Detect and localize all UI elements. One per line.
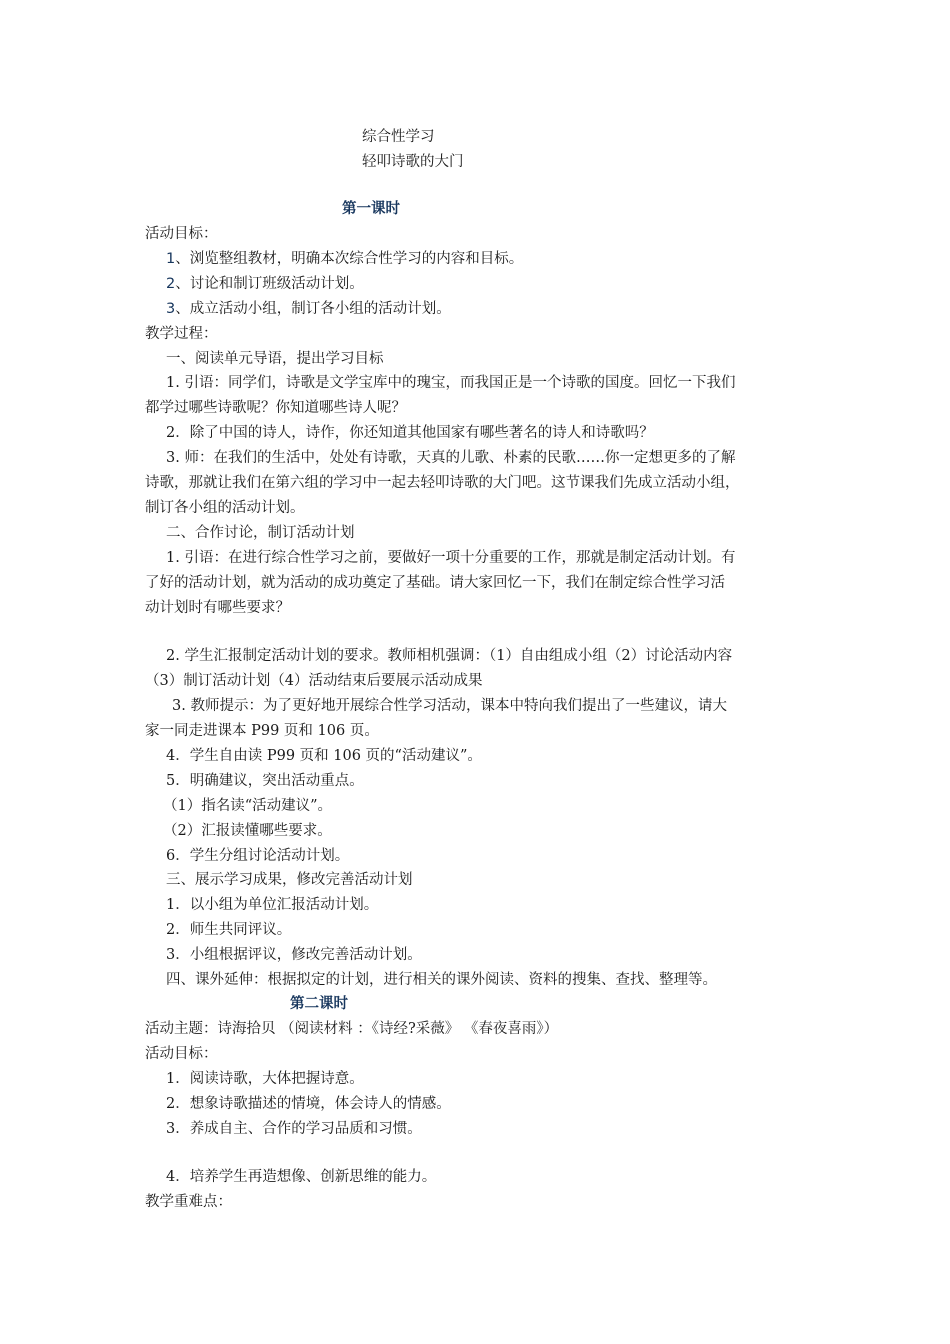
goal-item: 2、讨论和制订班级活动计划。 — [166, 276, 364, 292]
process-label: 教学过程： — [145, 326, 218, 342]
part-title: 二、合作讨论，制订活动计划 — [166, 525, 355, 541]
paragraph-line: 都学过哪些诗歌呢？你知道哪些诗人呢？ — [145, 400, 406, 416]
goal-item: 1、浏览整组教材，明确本次综合性学习的内容和目标。 — [166, 251, 524, 267]
paragraph-line: 诗歌，那就让我们在第六组的学习中一起去轻叩诗歌的大门吧。这节课我们先成立活动小组， — [145, 475, 740, 491]
paragraph-line: 家一同走进课本 P99 页和 106 页。 — [145, 723, 379, 739]
goals-label: 活动目标： — [145, 226, 218, 242]
goal-item: 4．培养学生再造想像、创新思维的能力。 — [166, 1169, 437, 1185]
goal-item: 3、成立活动小组，制订各小组的活动计划。 — [166, 301, 451, 317]
document-title: 综合性学习 — [362, 129, 435, 145]
paragraph-line: 3. 师：在我们的生活中，处处有诗歌，天真的儿歌、朴素的民歌……你一定想更多的了解 — [166, 450, 736, 466]
paragraph-line: （3）制订活动计划（4）活动结束后要展示活动成果 — [145, 673, 483, 689]
paragraph-line: 4．学生自由读 P99 页和 106 页的“活动建议”。 — [166, 748, 482, 764]
paragraph-line: 制订各小组的活动计划。 — [145, 500, 305, 516]
goal-item: 1．阅读诗歌，大体把握诗意。 — [166, 1071, 364, 1087]
section-heading-lesson2: 第二课时 — [290, 995, 348, 1012]
paragraph-line: （2）汇报读懂哪些要求。 — [163, 823, 332, 839]
section-heading-lesson1: 第一课时 — [342, 200, 400, 217]
part-title: 三、展示学习成果，修改完善活动计划 — [166, 872, 413, 888]
activity-theme: 活动主题：诗海拾贝 （阅读材料 ：《诗经?采薇》 《春夜喜雨》） — [145, 1021, 559, 1037]
part-title: 一、阅读单元导语，提出学习目标 — [166, 351, 384, 367]
paragraph-line: 动计划时有哪些要求？ — [145, 600, 290, 616]
goal-item: 2．想象诗歌描述的情境，体会诗人的情感。 — [166, 1096, 451, 1112]
paragraph-line: 1．以小组为单位汇报活动计划。 — [166, 897, 379, 913]
paragraph-line: 1. 引语：在进行综合性学习之前，要做好一项十分重要的工作，那就是制定活动计划。有 — [166, 550, 736, 566]
paragraph-line: 了好的活动计划，就为活动的成功奠定了基础。请大家回忆一下，我们在制定综合性学习活 — [145, 575, 725, 591]
paragraph-line: 2．除了中国的诗人，诗作，你还知道其他国家有哪些著名的诗人和诗歌吗？ — [166, 425, 654, 441]
paragraph-line: （1）指名读“活动建议”。 — [163, 798, 333, 814]
paragraph-line: 1. 引语：同学们，诗歌是文学宝库中的瑰宝，而我国正是一个诗歌的国度。回忆一下我们 — [166, 375, 736, 391]
paragraph-line: 2．师生共同评议。 — [166, 922, 292, 938]
paragraph-line: 2. 学生汇报制定活动计划的要求。教师相机强调：（1）自由组成小组（2）讨论活动内容 — [166, 648, 733, 664]
document-subtitle: 轻叩诗歌的大门 — [362, 154, 464, 170]
difficulty-label: 教学重难点： — [145, 1194, 232, 1210]
paragraph-line: 3. 教师提示：为了更好地开展综合性学习活动，课本中特向我们提出了一些建议，请大 — [172, 698, 727, 714]
goals-label: 活动目标： — [145, 1046, 218, 1062]
paragraph-line: 6．学生分组讨论活动计划。 — [166, 848, 350, 864]
paragraph-line: 3．小组根据评议，修改完善活动计划。 — [166, 947, 422, 963]
paragraph-line: 5．明确建议，突出活动重点。 — [166, 773, 364, 789]
part-title: 四、课外延伸：根据拟定的计划，进行相关的课外阅读、资料的搜集、查找、整理等。 — [166, 972, 717, 988]
goal-item: 3．养成自主、合作的学习品质和习惯。 — [166, 1121, 422, 1137]
